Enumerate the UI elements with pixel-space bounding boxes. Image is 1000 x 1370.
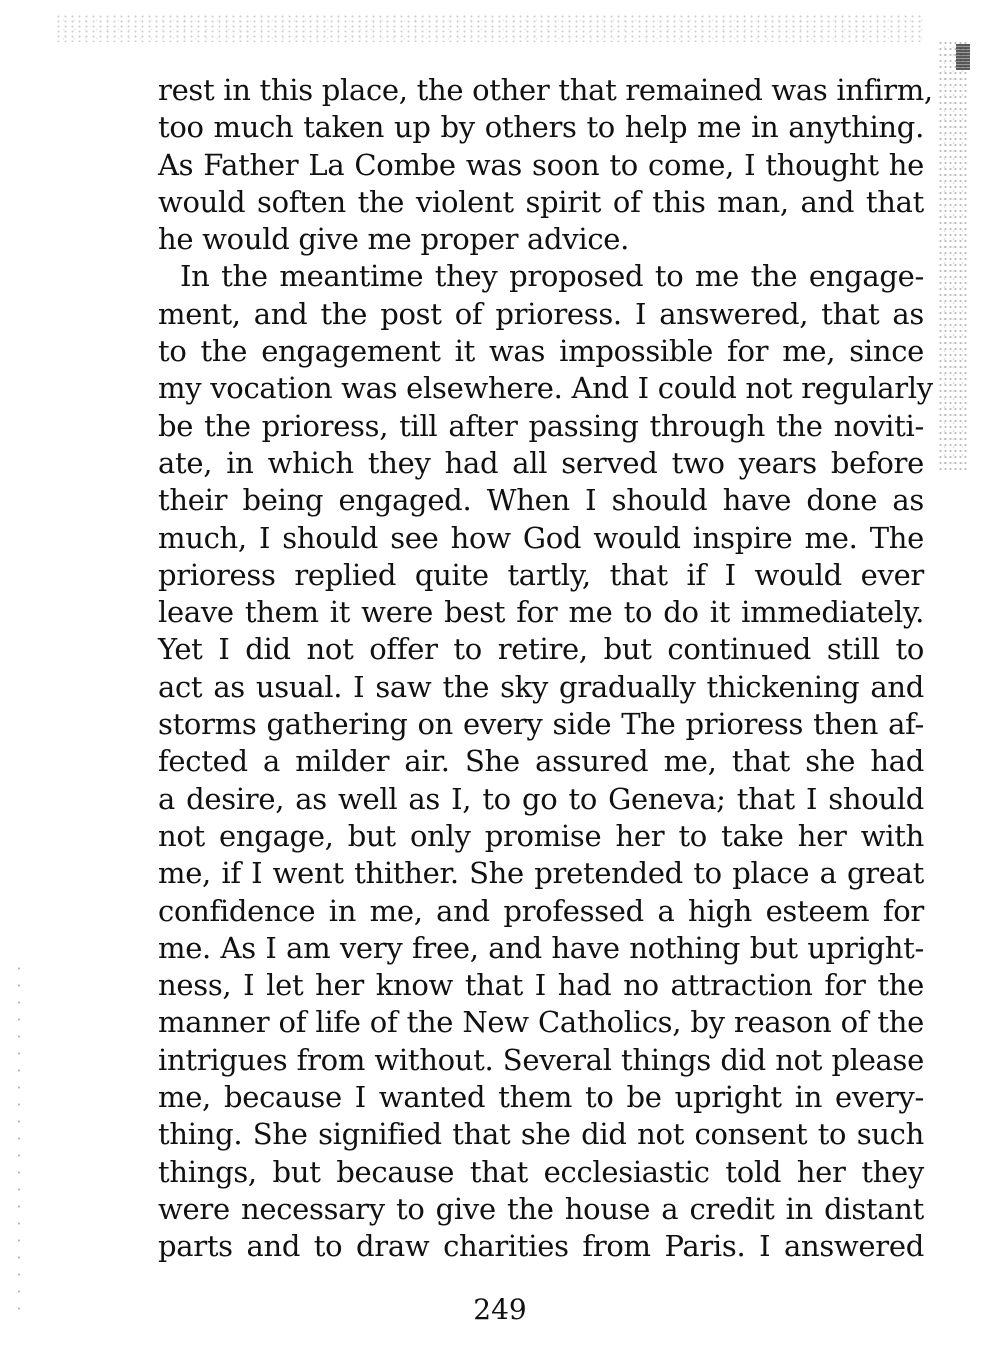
text-line: ness, I let her know that I had no attraction for the bbox=[158, 968, 924, 1003]
text-line: ate, in which they had all served two years before bbox=[158, 445, 924, 480]
scan-noise-right bbox=[938, 40, 968, 470]
body-text bbox=[158, 72, 933, 1266]
text-line: Yet I did not offer to retire, but continued still to bbox=[158, 632, 924, 667]
text-line: As Father La Combe was soon to come, I thought he bbox=[158, 147, 924, 182]
text-line: too much taken up by others to help me in anything. bbox=[158, 110, 924, 145]
text-line: prioress replied quite tartly, that if I would ever bbox=[158, 557, 924, 592]
scan-mark-right bbox=[956, 44, 970, 70]
text-line: my vocation was elsewhere. And I could not regularly bbox=[158, 371, 933, 406]
text-line: things, but because that ecclesiastic told her they bbox=[158, 1154, 924, 1189]
text-line: much, I should see how God would inspire me. The bbox=[158, 520, 924, 555]
text-line: parts and to draw charities from Paris. I answered bbox=[158, 1229, 924, 1264]
text-line: confidence in me, and professed a high esteem for bbox=[158, 893, 924, 928]
text-line: thing. She signified that she did not consent to such bbox=[158, 1117, 924, 1152]
text-line: manner of life of the New Catholics, by reason of the bbox=[158, 1005, 924, 1040]
text-line: be the prioress, till after passing through the noviti- bbox=[158, 408, 924, 443]
text-line: he would give me proper advice. bbox=[158, 222, 630, 257]
text-line: me. As I am very free, and have nothing but upright- bbox=[158, 930, 924, 965]
text-line: rest in this place, the other that remained was infirm, bbox=[158, 73, 933, 107]
text-line: to the engagement it was impossible for me, since bbox=[158, 334, 924, 369]
text-line: a desire, as well as I, to go to Geneva; that I should bbox=[158, 781, 924, 816]
text-line: me, if I went thither. She pretended to place a great bbox=[158, 856, 924, 891]
text-line: fected a milder air. She assured me, that she had bbox=[158, 744, 924, 779]
text-line: act as usual. I saw the sky gradually thickening and bbox=[158, 669, 924, 704]
text-line: intrigues from without. Several things did not please bbox=[158, 1042, 924, 1077]
paragraph-start-line: In the meantime they proposed to me the engage- bbox=[180, 259, 924, 294]
text-line: would soften the violent spirit of this man, and that bbox=[158, 184, 924, 219]
text-line: ment, and the post of prioress. I answered, that as bbox=[158, 296, 924, 331]
page-number: 249 bbox=[473, 1293, 527, 1326]
scan-noise-top bbox=[55, 14, 925, 42]
text-line: leave them it were best for me to do it immediately. bbox=[158, 595, 924, 630]
text-line: storms gathering on every side The prioress then af- bbox=[158, 707, 924, 742]
text-line: their being engaged. When I should have done as bbox=[158, 483, 924, 518]
text-line: were necessary to give the house a credit in distant bbox=[158, 1191, 924, 1226]
text-line: not engage, but only promise her to take her with bbox=[158, 818, 924, 853]
scan-noise-left bbox=[16, 960, 22, 1320]
text-line: me, because I wanted them to be upright in every- bbox=[158, 1080, 924, 1115]
